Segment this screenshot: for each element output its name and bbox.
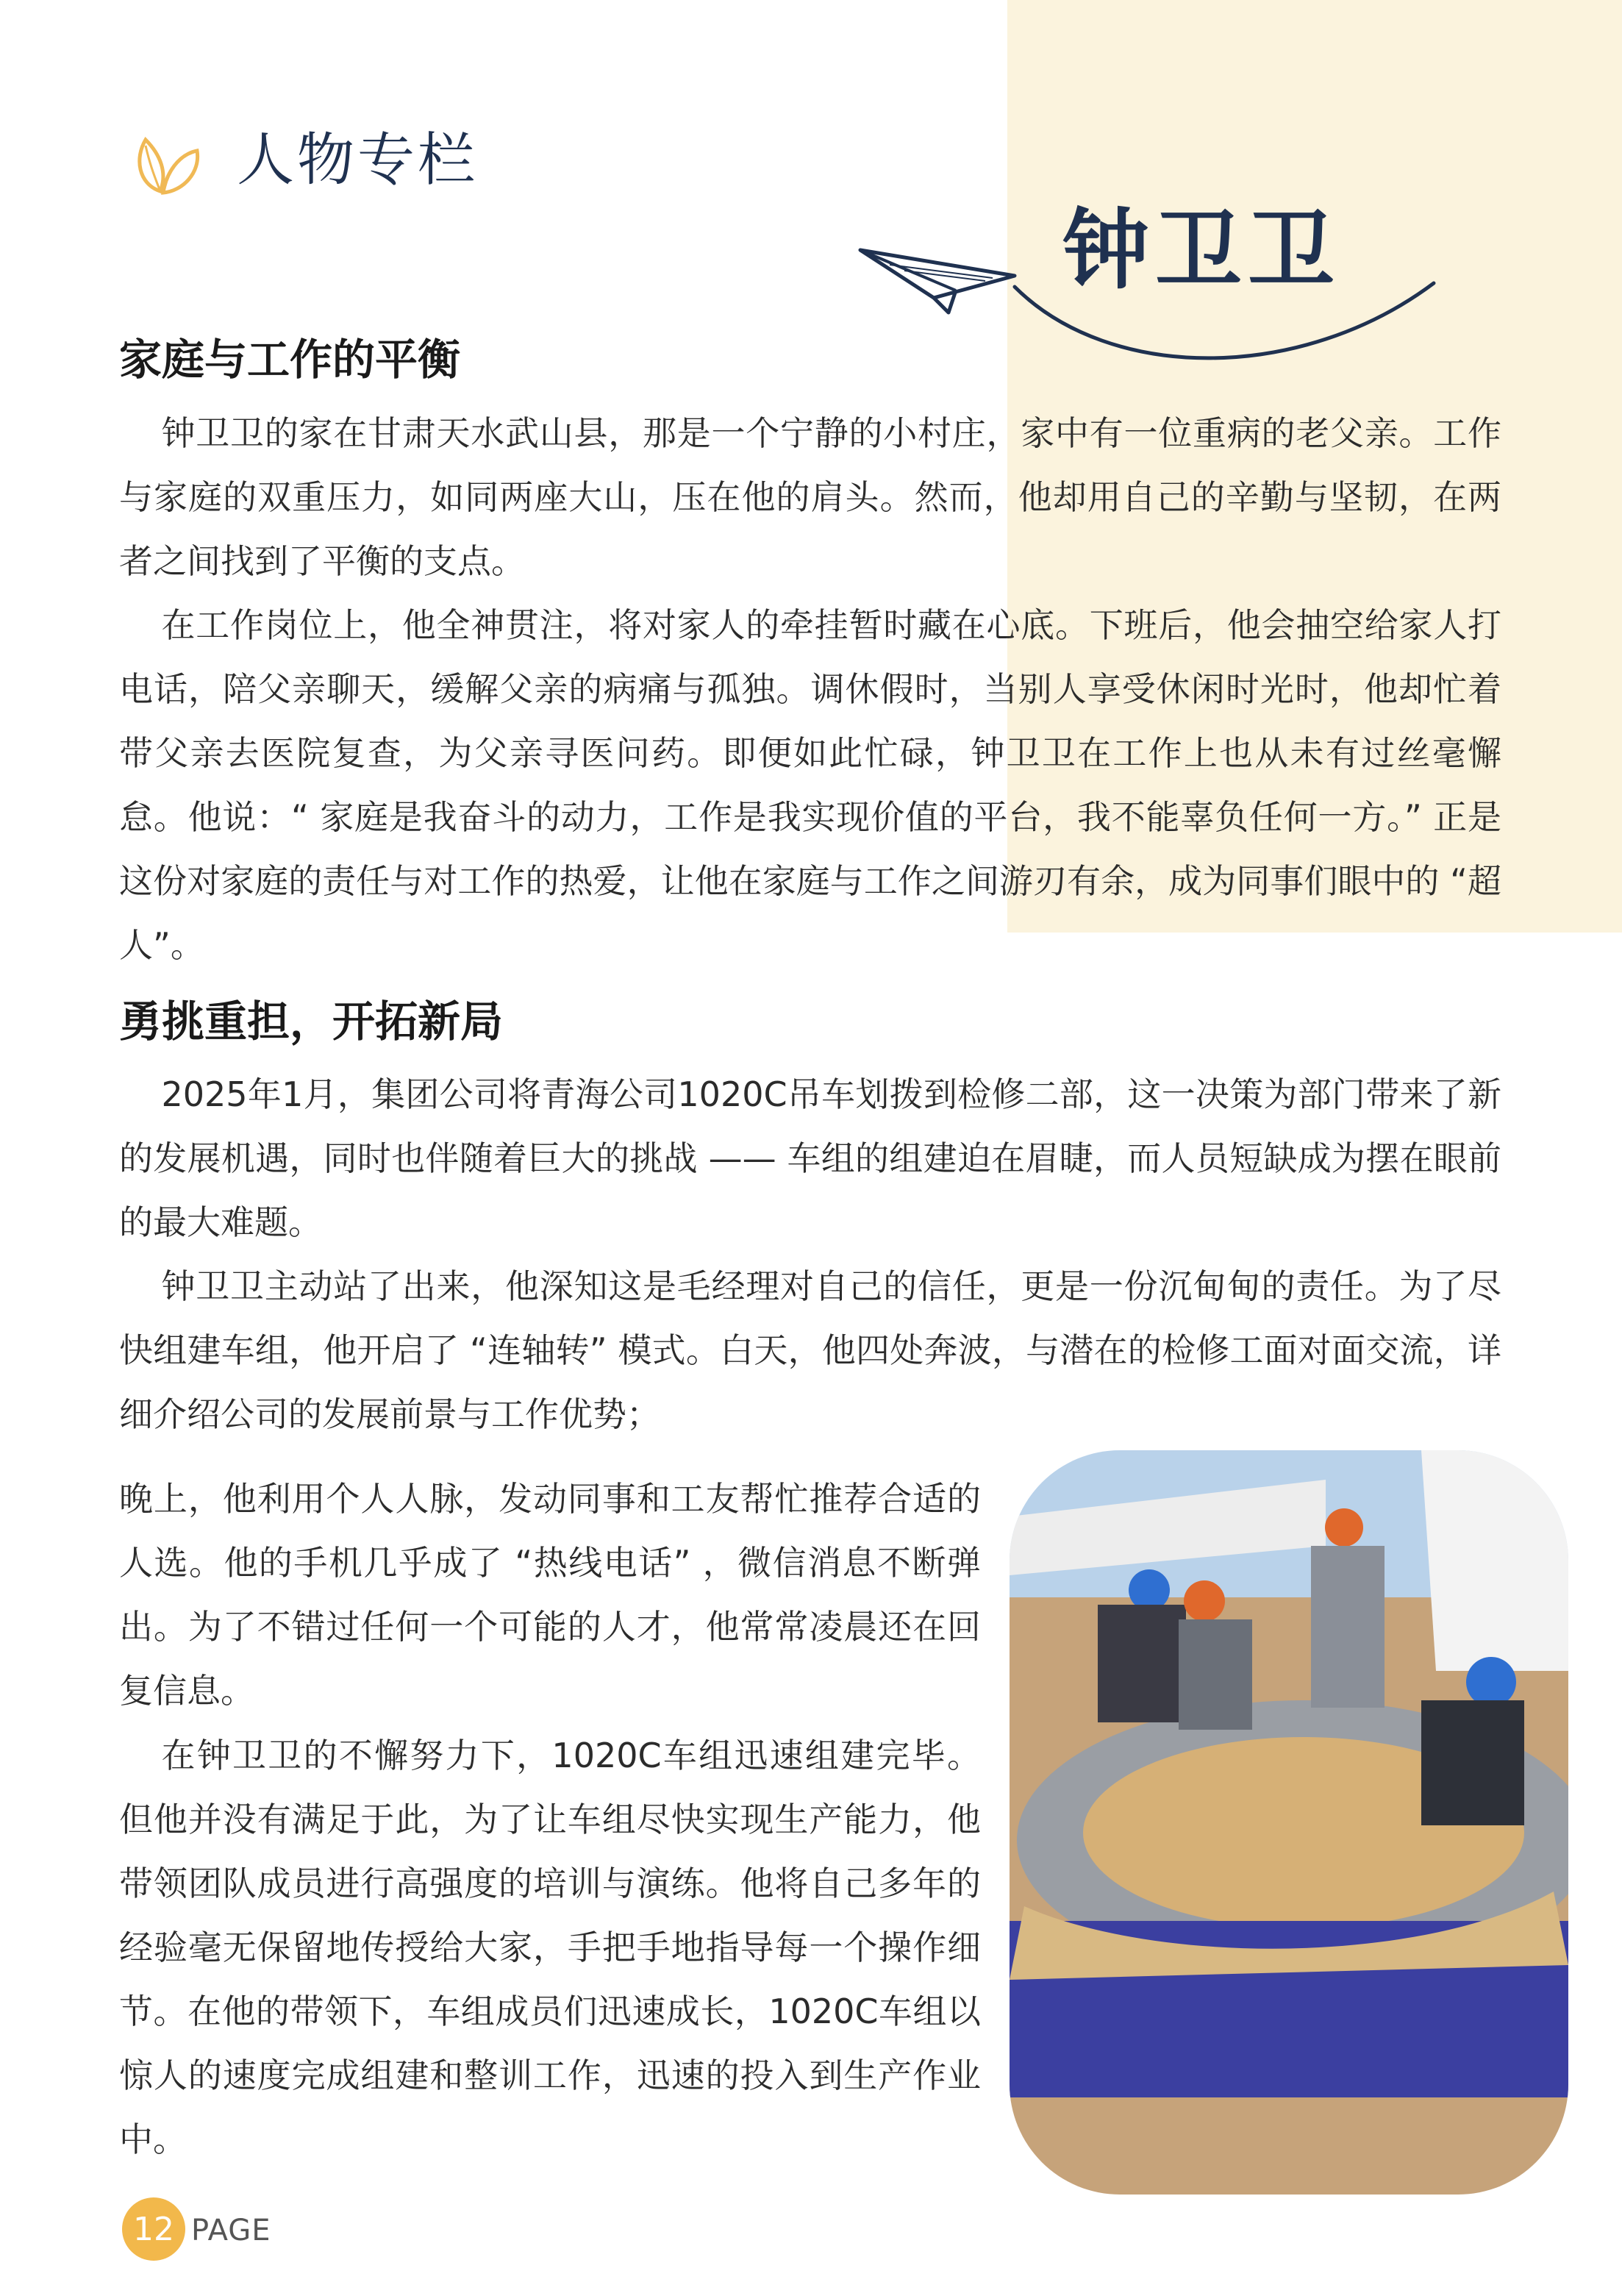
paragraph: 钟卫卫的家在甘肃天水武山县，那是一个宁静的小村庄，家中有一位重病的老父亲。工作与家庭的双重压力，如同两座大山，压在他的肩头。然而，他却用自己的辛勤与坚韧，在两者之间找到了平衡的支点。: [119, 413, 1501, 581]
page-label: PAGE: [191, 2214, 271, 2247]
paragraph: 晚上，他利用个人人脉，发动同事和工友帮忙推荐合适的人选。他的手机几乎成了 “热线电话” ，微信消息不断弹出。为了不错过任何一个可能的人才，他常常凌晨还在回复信息。: [119, 1479, 981, 1711]
section-heading-new-chapter: 勇挑重担，开拓新局: [119, 997, 504, 1047]
leaf-icon: [131, 132, 204, 199]
paragraph: 在工作岗位上，他全神贯注，将对家人的牵挂暂时藏在心底。下班后，他会抽空给家人打电话，陪父亲聊天，缓解父亲的病痛与孤独。调休假时，当别人享受休闲时光时，他却忙着带父亲去医院复查，为父亲寻医问药。即便如此忙碌，钟卫卫在工作上也从未有过丝毫懈怠。他说：“ 家庭是我奋斗的动力，工作是我实现价值的平台，我不能辜负任何一方。” 正是这份对家庭的责任与对工作的热爱，让他在家庭与工作之间游刃有余，成为同事们眼中的 “超人”。: [119, 605, 1501, 965]
paragraph: 2025年1月，集团公司将青海公司1020C吊车划拨到检修二部，这一决策为部门带来了新的发展机遇，同时也伴随着巨大的挑战 —— 车组的组建迫在眉睫，而人员短缺成为摆在眼前的最大难题。: [119, 1074, 1501, 1242]
paragraph: 钟卫卫主动站了出来，他深知这是毛经理对自己的信任，更是一份沉甸甸的责任。为了尽快组建车组，他开启了 “连轴转” 模式。白天，他四处奔波，与潜在的检修工面对面交流，详细介绍公司的发展前景与工作优势；: [119, 1266, 1501, 1434]
workers-photo: [1010, 1450, 1568, 2195]
section-heading-balance: 家庭与工作的平衡: [119, 335, 461, 385]
person-name: 钟卫卫: [1062, 199, 1341, 301]
column-title: 人物专栏: [237, 127, 479, 193]
page-number-badge: 12: [122, 2197, 185, 2261]
paragraph: 在钟卫卫的不懈努力下，1020C车组迅速组建完毕。但他并没有满足于此，为了让车组尽快实现生产能力，他带领团队成员进行高强度的培训与演练。他将自己多年的经验毫无保留地传授给大家，手把手地指导每一个操作细节。在他的带领下，车组成员们迅速成长，1020C车组以惊人的速度完成组建和整训工作，迅速的投入到生产作业中。: [119, 1736, 981, 2159]
